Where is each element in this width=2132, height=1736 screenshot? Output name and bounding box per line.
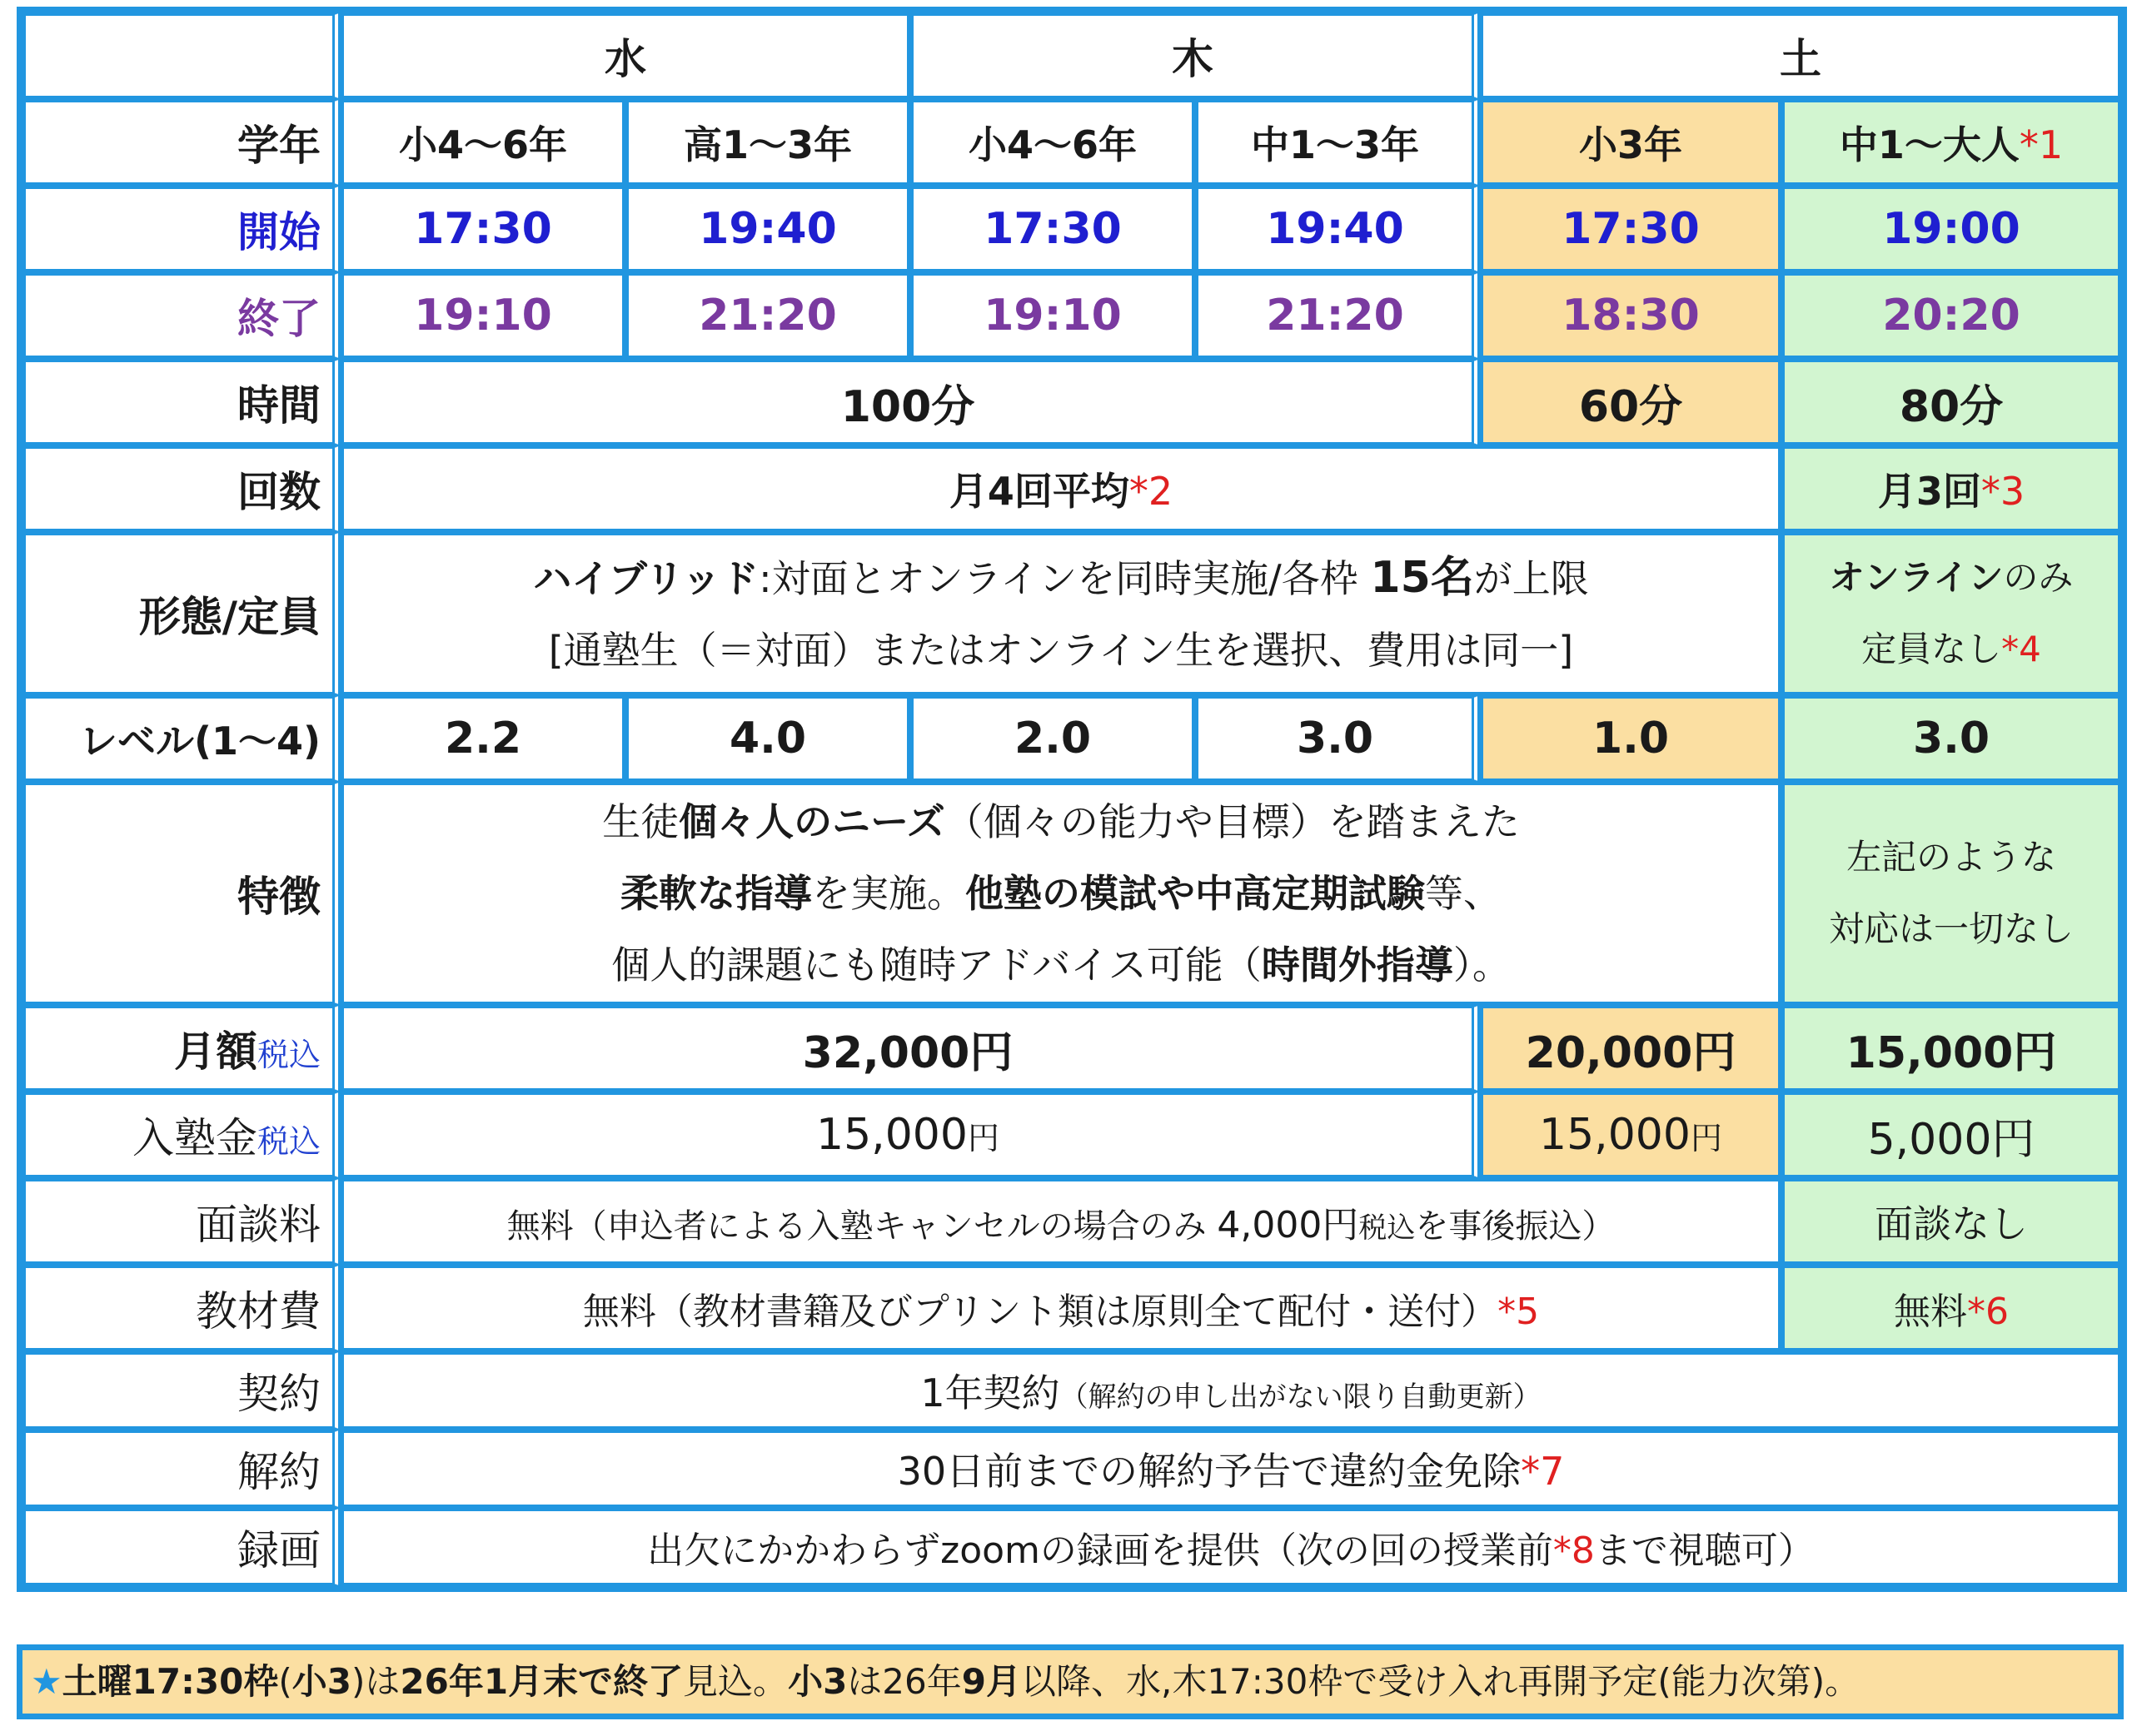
material-main (341, 1265, 1781, 1351)
schedule-table (17, 7, 2127, 1592)
level-cell: 2.0 (910, 695, 1195, 782)
start-time: 19:40 (1195, 186, 1480, 272)
feature-text: 生徒 (602, 799, 680, 844)
feature-row (22, 782, 2121, 1005)
interview-text: を事後振込） (1415, 1207, 1616, 1246)
label-material: 教材費 (22, 1265, 341, 1351)
feature-text: を実施。 (812, 871, 965, 916)
cancel-row (22, 1430, 2121, 1508)
duration-sat-adult: 80分 (1781, 359, 2121, 445)
label-record: 録画 (22, 1508, 341, 1586)
end-row (22, 272, 2121, 359)
entry-sat3 (1480, 1092, 1781, 1178)
grade-cell: 中1〜3年 (1195, 99, 1480, 186)
note-4: *4 (2001, 629, 2041, 669)
cancel-main (341, 1430, 2121, 1508)
entry-sat-adult: 5,000円 (1781, 1092, 2121, 1178)
form-sat-line-1 (1785, 542, 2118, 614)
footer-text: 見込。 (683, 1661, 789, 1702)
feature-sat-line-1: 左記のような (1846, 837, 2056, 878)
grade-cell: 小4〜6年 (910, 99, 1195, 186)
footer-bold: 小3 (291, 1661, 351, 1702)
label-end: 終了 (22, 272, 341, 359)
material-row (22, 1265, 2121, 1351)
duration-row (22, 359, 2121, 445)
label-start: 開始 (22, 186, 341, 272)
monthly-wedthu: 32,000円 (341, 1005, 1480, 1092)
footer-text: 以降、水,木17:30枠で受け入れ再開予定(能力次第)。 (1020, 1661, 1861, 1702)
capacity: 15名 (1370, 552, 1474, 603)
feature-line-1 (344, 786, 1778, 858)
entry-sat3-num: 15,000 (1539, 1110, 1691, 1160)
material-sat-adult (1781, 1265, 2121, 1351)
start-time: 17:30 (1480, 186, 1781, 272)
end-time: 20:20 (1781, 272, 2121, 359)
monthly-tax: 税込 (257, 1037, 321, 1073)
level-cell: 2.2 (341, 695, 625, 782)
count-main (341, 445, 1781, 532)
feature-line-2 (344, 858, 1778, 929)
footer-bold: 9月 (961, 1661, 1021, 1702)
day-thu: 木 (910, 12, 1480, 99)
form-desc: :対面とオンラインを同時実施/各枠 (759, 555, 1371, 601)
entry-tax: 税込 (257, 1123, 321, 1160)
entry-wedthu-unit: 円 (967, 1120, 999, 1157)
monthly-label: 月額 (173, 1027, 257, 1076)
footer-text: )は (351, 1661, 401, 1702)
feature-text: （個々の能力や目標）を踏まえた (944, 799, 1520, 844)
interview-main (341, 1178, 1781, 1265)
interview-row (22, 1178, 2121, 1265)
no-capacity: 定員なし (1861, 629, 2002, 669)
interview-tax: 税込 (1358, 1211, 1416, 1245)
end-time: 21:20 (625, 272, 910, 359)
footer-bold: 土曜17:30枠 (62, 1661, 279, 1702)
count-sat-adult-text: 月3回 (1877, 469, 1981, 514)
monthly-row (22, 1005, 2121, 1092)
note-3: *3 (1980, 469, 2025, 514)
entry-label: 入塾金 (132, 1114, 257, 1162)
grade-adult-text: 中1〜大人 (1839, 122, 2020, 167)
duration-sat3: 60分 (1480, 359, 1781, 445)
entry-sat3-unit: 円 (1690, 1120, 1722, 1157)
grade-cell-adult (1781, 99, 2121, 186)
monthly-sat3: 20,000円 (1480, 1005, 1781, 1092)
form-line-1 (344, 542, 1778, 614)
record-text: まで視聴可） (1594, 1530, 1815, 1572)
note-6: *6 (1967, 1291, 2009, 1333)
interview-text: 無料（申込者による入塾キャンセルの場合のみ (506, 1207, 1218, 1246)
entry-wedthu (341, 1092, 1480, 1178)
feature-bold: 柔軟な指導 (620, 871, 812, 916)
level-row (22, 695, 2121, 782)
feature-text: ）。 (1452, 943, 1511, 987)
label-count: 回数 (22, 445, 341, 532)
label-contract: 契約 (22, 1351, 341, 1430)
online-only: のみ (2003, 557, 2074, 598)
record-main (341, 1508, 2121, 1586)
end-time: 19:10 (910, 272, 1195, 359)
cancel-text: 30日前までの解約予告で違約金免除 (897, 1449, 1522, 1494)
interview-sat-adult: 面談なし (1781, 1178, 2121, 1265)
entry-wedthu-num: 15,000 (816, 1110, 968, 1160)
start-time: 19:40 (625, 186, 910, 272)
feature-line-3 (344, 929, 1778, 1001)
note-1: *1 (2019, 122, 2064, 167)
count-row (22, 445, 2121, 532)
duration-wedthu: 100分 (341, 359, 1480, 445)
online-label: オンライン (1829, 557, 2004, 598)
material-text: 無料（教材書籍及びプリント類は原則全て配付・送付） (582, 1291, 1498, 1333)
star-icon: ★ (31, 1661, 62, 1702)
footer-bold: 小3 (788, 1661, 848, 1702)
grade-cell: 小3年 (1480, 99, 1781, 186)
monthly-sat-adult: 15,000円 (1781, 1005, 2121, 1092)
record-row (22, 1508, 2121, 1586)
count-main-text: 月4回平均 (949, 469, 1129, 514)
feature-sat-line-2: 対応は一切なし (1828, 908, 2074, 949)
contract-text: 1年契約 (920, 1370, 1060, 1415)
grade-cell: 小4〜6年 (341, 99, 625, 186)
interview-amount: 4,000円 (1217, 1204, 1359, 1246)
hybrid-label: ハイブリッド (533, 555, 760, 601)
form-row (22, 532, 2121, 695)
feature-bold: 個々人のニーズ (679, 799, 945, 844)
feature-sat-adult (1781, 782, 2121, 1005)
note-2: *2 (1128, 469, 1173, 514)
label-grade: 学年 (22, 99, 341, 186)
contract-note: （解約の申し出がない限り自動更新） (1059, 1380, 1542, 1414)
entry-row (22, 1092, 2121, 1178)
feature-text: 等、 (1425, 871, 1502, 916)
label-time: 時間 (22, 359, 341, 445)
start-time: 19:00 (1781, 186, 2121, 272)
day-wed: 水 (341, 12, 910, 99)
footer-notice (17, 1644, 2124, 1719)
end-time: 18:30 (1480, 272, 1781, 359)
label-feature: 特徴 (22, 782, 341, 1005)
label-level: レベル(1〜4) (22, 695, 341, 782)
label-interview: 面談料 (22, 1178, 341, 1265)
note-5: *5 (1497, 1291, 1540, 1333)
start-time: 17:30 (910, 186, 1195, 272)
start-time: 17:30 (341, 186, 625, 272)
day-sat: 土 (1480, 12, 2121, 99)
day-header-row (22, 12, 2121, 99)
contract-main (341, 1351, 2121, 1430)
label-cancel: 解約 (22, 1430, 341, 1508)
label-form: 形態/定員 (22, 532, 341, 695)
note-8: *8 (1552, 1530, 1595, 1572)
end-time: 19:10 (341, 272, 625, 359)
grade-cell: 高1〜3年 (625, 99, 910, 186)
feature-text: 個人的課題にも随時アドバイス可能（ (611, 943, 1262, 987)
form-sat-line-2 (1785, 614, 2118, 685)
label-entry (22, 1092, 341, 1178)
start-row (22, 186, 2121, 272)
schedule-table-wrapper (17, 7, 2115, 1592)
corner-cell (22, 12, 341, 99)
end-time: 21:20 (1195, 272, 1480, 359)
form-limit: が上限 (1473, 555, 1589, 601)
material-sat-text: 無料 (1894, 1291, 1967, 1333)
label-monthly (22, 1005, 341, 1092)
footer-text: ( (278, 1661, 292, 1702)
feature-bold: 時間外指導 (1261, 943, 1453, 987)
count-sat-adult (1781, 445, 2121, 532)
grade-row (22, 99, 2121, 186)
contract-row (22, 1351, 2121, 1430)
level-cell: 3.0 (1781, 695, 2121, 782)
note-7: *7 (1521, 1449, 1565, 1494)
record-text: 出欠にかかわらずzoomの録画を提供（次の回の授業前 (647, 1530, 1553, 1572)
level-cell: 1.0 (1480, 695, 1781, 782)
footer-text: は26年 (847, 1661, 962, 1702)
form-line-2: [通塾生（＝対面）またはオンライン生を選択、費用は同一] (548, 627, 1574, 673)
level-cell: 3.0 (1195, 695, 1480, 782)
form-main (341, 532, 1781, 695)
footer-bold: 26年1月末で終了 (400, 1661, 684, 1702)
feature-main (341, 782, 1781, 1005)
level-cell: 4.0 (625, 695, 910, 782)
form-sat-adult (1781, 532, 2121, 695)
feature-bold: 他塾の模試や中高定期試験 (965, 871, 1425, 916)
